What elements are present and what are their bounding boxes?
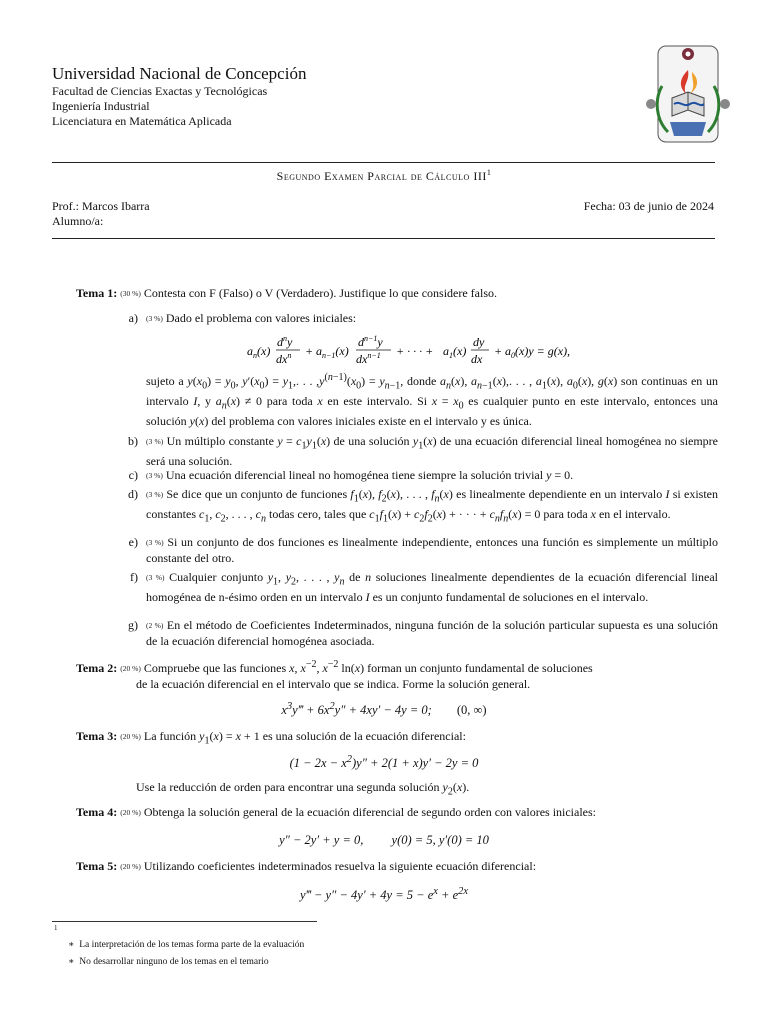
svg-text:dxn: $dx^n$: [276, 351, 292, 366]
item-f: f) (3 %) Cualquier conjunto $y_1$, $y_2$, . . . , $y_n$ de n soluciones linealmente dependientes de la ecuación diferencial lineal homogénea de n-ésimo orden en un intervalo I es un conjunto fundamental de soluciones en el intervalo.: [146, 570, 718, 605]
item-d-pct: (3 %): [146, 490, 164, 499]
tema-4-equation: y″ − 2y′ + y = 0, y(0) = 5, y′(0) = 10: [279, 833, 489, 847]
tema-2-pct: (20 %): [120, 664, 141, 673]
item-a-continued: sujeto a $y(x_0) = y_0$, $y'(x_0) = y_1$,. . . $,y^{(n-1)}(x_0) = y_{n-1}$, donde $a_n(x)$, $a_{n-1}(x)$,. . . , $a_1(x)$, $a_0(x)$, g(x) son continuas en un intervalo I, y $a_n(x) \ne 0$ para toda x en este intervalo. Si $x = x_0$ es cualquier punto en este intervalo, entonces una solución y(x) del problema con valores iniciales existe en el intervalo y es única.: [146, 372, 719, 428]
item-a: [128, 311, 718, 327]
tema-5-equation: y‴ − $y'' - 4y' + 4y = 5 - e^x + e^{2x}$: [300, 886, 468, 903]
footnote-divider: [52, 921, 317, 922]
asterisk-icon: ∗: [68, 940, 80, 950]
item-g-pct: (2 %): [146, 621, 164, 630]
faculty-name: Facultad de Ciencias Exactas y Tecnológicas: [52, 84, 268, 98]
tema-5-pct: (20 %): [120, 862, 141, 871]
exam-title-text: Segundo Examen Parcial de Cálculo III: [276, 169, 487, 183]
svg-text:dx: dx: [471, 352, 483, 366]
tema-5-text: Utilizando coeficientes indeterminados resuelva la siguiente ecuación diferencial:: [143, 859, 537, 873]
tema-5: [76, 859, 726, 875]
tema-2: Tema 2: (20 %) Compruebe que las funciones x, $x^{-2}$, $x^{-2}$ ln(x) forman un conjunto fundamental de soluciones de la ecuación diferencial en el intervalo que se indica. Forme la solución general.: [76, 659, 593, 691]
svg-text:+: +: [305, 344, 314, 358]
university-name: Universidad Nacional de Concepción: [52, 64, 307, 83]
footnote-1: [68, 939, 304, 950]
tema-3-pct: (20 %): [120, 732, 141, 741]
tema-1-pct: (30 %): [120, 289, 141, 298]
tema-3-equation: $(1 - 2x - x^2)y'' + 2(1 + x)y' - 2y = 0$: [289, 754, 479, 771]
tema-4: [76, 805, 726, 821]
student-field: Alumno/a:: [52, 214, 104, 228]
item-e-label: e): [128, 535, 138, 549]
svg-text:dny: $d^ny$: [277, 334, 293, 349]
career-name: Ingeniería Industrial: [52, 99, 150, 113]
professor: Prof.: Marcos Ibarra: [52, 199, 150, 213]
svg-text:+ · · · +: + · · · +: [396, 344, 434, 358]
item-g: g) (2 %) En el método de Coeficientes Indeterminados, ninguna función de la solución particular supuesta es una solución de la ecuación diferencial homogénea asociada.: [146, 618, 718, 649]
asterisk-icon: ∗: [68, 957, 80, 967]
university-logo: [642, 42, 734, 146]
tema-1: [76, 286, 726, 302]
exam-date: Fecha: 03 de junio de 2024: [583, 199, 714, 213]
item-a-label: a): [128, 311, 138, 325]
equation-linear-ode-svg: [247, 334, 617, 368]
equation-linear-ode: [146, 334, 718, 372]
item-e-pct: (3 %): [146, 538, 164, 547]
svg-text:dy: dy: [473, 335, 485, 349]
footnote-2-text: No desarrollar ninguno de los temas en el temario: [79, 957, 269, 967]
tema-4-pct: (20 %): [120, 808, 141, 817]
item-c: c) (3 %) Una ecuación diferencial lineal no homogénea tiene siempre la solución trivial y = 0.: [146, 468, 718, 484]
title-footnote-mark: 1: [486, 168, 492, 177]
svg-text:a0(x)y = g(x),: $a_0(x)y = g(x)$,: [505, 344, 571, 360]
tema-3-label: Tema 3:: [76, 729, 118, 743]
tema-3-followup-text: Use la reducción de orden para encontrar una segunda solución: [136, 780, 440, 794]
footnote-1-text: La interpretación de los temas forma parte de la evaluación: [79, 940, 305, 950]
item-d: d) (3 %) Se dice que un conjunto de funciones $f_1(x)$, $f_2(x)$, . . . , $f_n(x)$ es linealmente dependiente en un intervalo I si existen constantes $c_1$, $c_2$, . . . , $c_n$ todas cero, tales que $c_1f_1(x) + c_2f_2(x)$ + · · · + $c_nf_n(x) = 0$ para toda x en el intervalo.: [146, 487, 718, 527]
footnote-2: [68, 956, 269, 967]
item-b: b) (3 %) Un múltiplo constante $y = c_1y_1(x)$ de una solución $y_1(x)$ de una ecuación diferencial lineal homogénea no siempre será una solución.: [146, 434, 718, 469]
tema-3-followup: Use la reducción de orden para encontrar una segunda solución $y_2(x)$.: [136, 780, 470, 798]
item-b-pct: (3 %): [146, 437, 164, 446]
item-a-text: Dado el problema con valores iniciales:: [165, 311, 357, 325]
svg-text:an−1(x): $a_{n-1}(x)$: [316, 344, 349, 360]
tema-1-text: Contesta con F (Falso) o V (Verdadero). Justifique lo que considere falso.: [143, 286, 498, 300]
svg-text:an(x): $a_n(x)$: [247, 344, 271, 360]
tema-2-label: Tema 2:: [76, 661, 118, 675]
item-f-label: f): [130, 570, 138, 584]
svg-text:dxn−1: $dx^{n-1}$: [356, 351, 381, 366]
item-c-pct: (3 %): [146, 471, 163, 480]
tema-3: Tema 3: (20 %) La función $y_1(x) = x + 1$ es una solución de la ecuación diferencial:: [76, 729, 466, 747]
degree-name: Licenciatura en Matemática Aplicada: [52, 114, 232, 128]
exam-title: [0, 168, 768, 184]
item-c-label: c): [128, 468, 138, 482]
item-b-label: b): [128, 434, 138, 448]
svg-text:+: +: [494, 344, 503, 358]
footnote-number: 1: [54, 924, 58, 932]
tema-1-label: Tema 1:: [76, 286, 118, 300]
item-f-pct: (3 %): [146, 573, 165, 582]
tema-2-equation: $x^3y‴ + 6x^2y'' + 4xy' - 4y = 0$; (0, ∞): [281, 701, 487, 718]
meta-divider: [52, 238, 715, 239]
item-e: e) (3 %) Si un conjunto de dos funciones es linealmente independiente, entonces una función es simplemente un múltiplo constante del otro.: [146, 535, 718, 566]
item-a-pct: (3 %): [146, 314, 163, 323]
header-divider: [52, 162, 715, 163]
tema-5-label: Tema 5:: [76, 859, 118, 873]
item-g-label: g): [128, 618, 138, 632]
svg-text:dn−1y: $d^{n-1}y$: [358, 334, 383, 349]
svg-text:a1(x): $a_1(x)$: [443, 344, 467, 360]
item-d-label: d): [128, 487, 138, 501]
tema-4-label: Tema 4:: [76, 805, 118, 819]
tema-4-text: Obtenga la solución general de la ecuación diferencial de segundo orden con valores iniciales:: [143, 805, 597, 819]
